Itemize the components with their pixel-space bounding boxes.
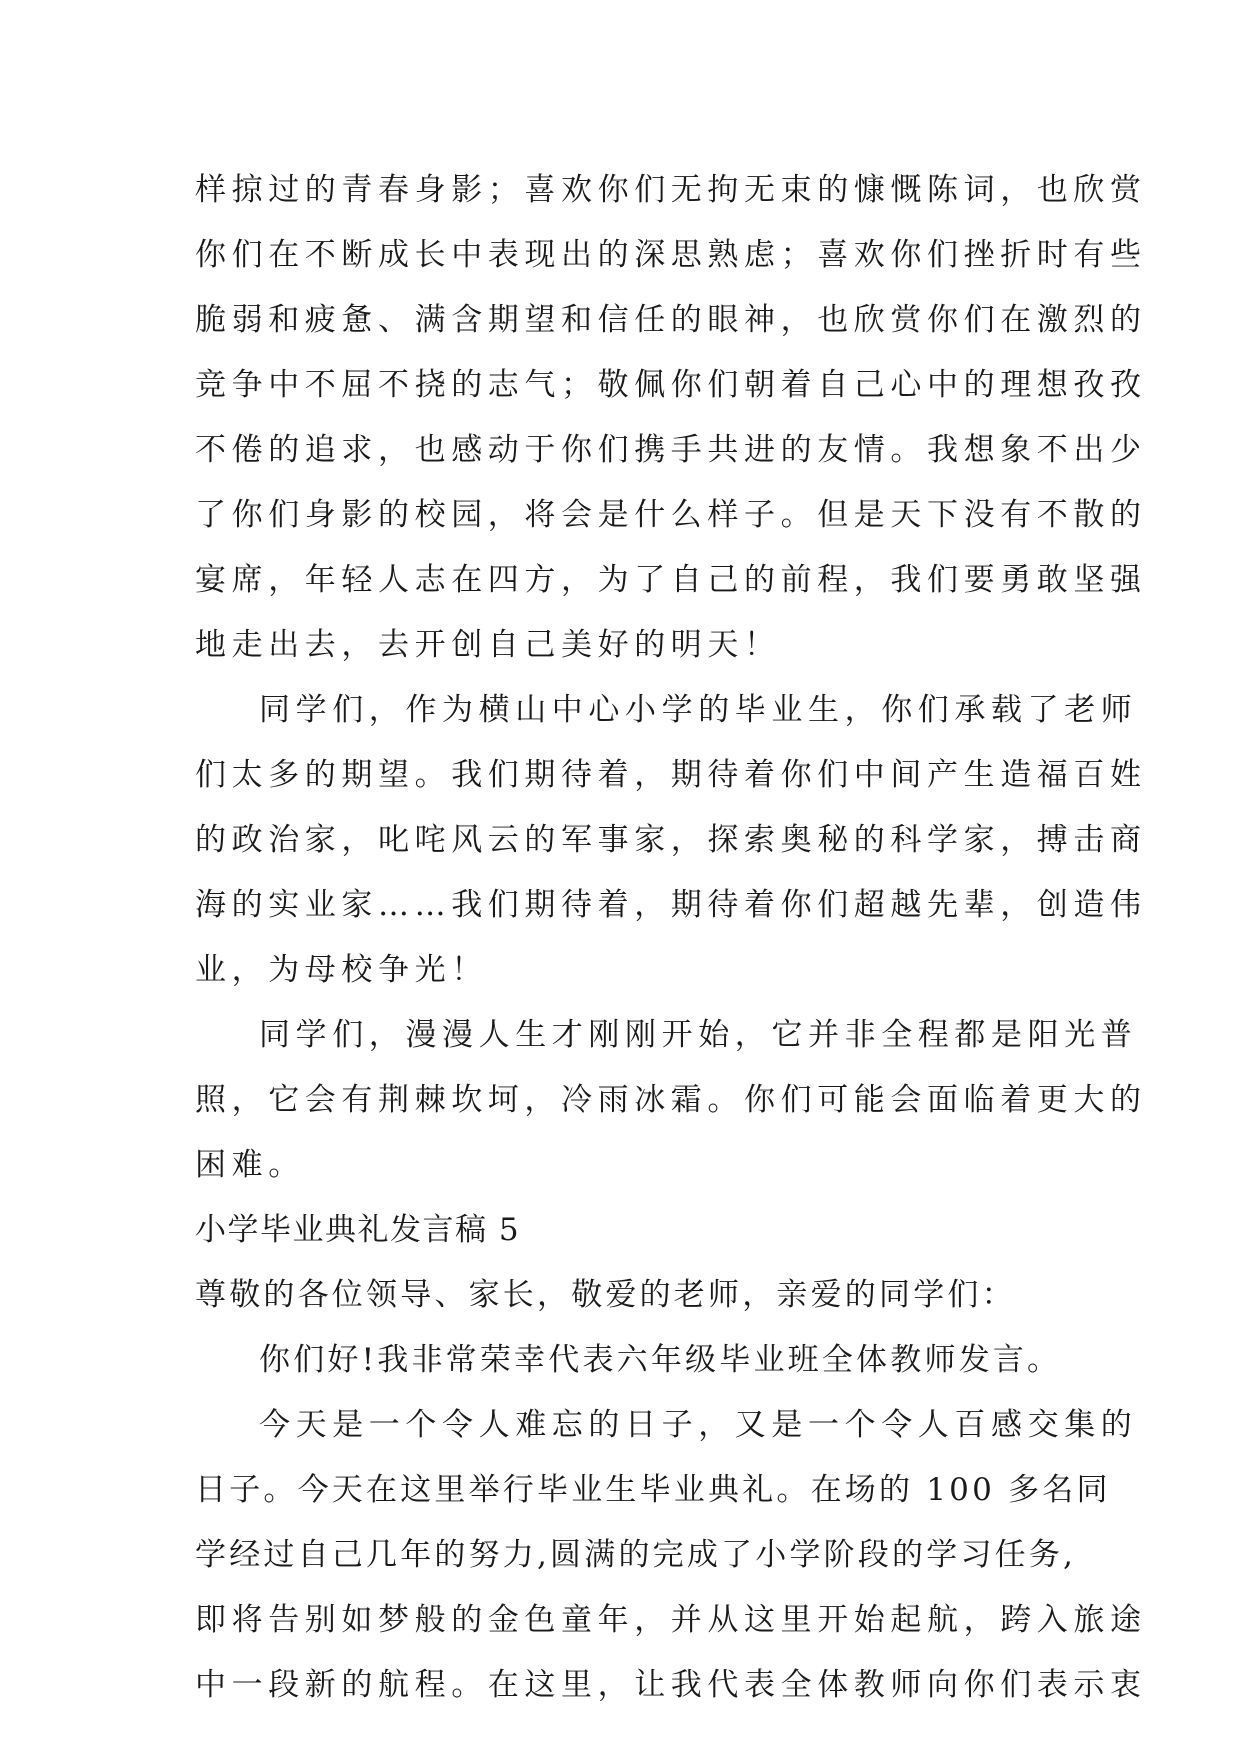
text-line: 你们在不断成长中表现出的深思熟虑；喜欢你们挫折时有些 bbox=[195, 237, 1147, 273]
text-line: 的政治家，叱咤风云的军事家，探索奥秘的科学家，搏击商 bbox=[195, 822, 1147, 858]
text-line: 竞争中不屈不挠的志气；敬佩你们朝着自己心中的理想孜孜 bbox=[195, 367, 1147, 403]
document-body bbox=[195, 158, 1147, 1718]
text-line: 地走出去，去开创自己美好的明天！ bbox=[195, 627, 781, 663]
text-line: 中一段新的航程。在这里，让我代表全体教师向你们表示衷 bbox=[195, 1667, 1147, 1703]
text-line: 们太多的期望。我们期待着，期待着你们中间产生造福百姓 bbox=[195, 757, 1147, 793]
paragraph-first-line: 你们好!我非常荣幸代表六年级毕业班全体教师发言。 bbox=[259, 1342, 1062, 1378]
text-line: 海的实业家……我们期待着，期待着你们超越先辈，创造伟 bbox=[195, 887, 1147, 923]
text-line: 脆弱和疲惫、满含期望和信任的眼神，也欣赏你们在激烈的 bbox=[195, 302, 1147, 338]
paragraph-first-line: 今天是一个令人难忘的日子，又是一个令人百感交集的 bbox=[259, 1407, 1138, 1443]
text-line: 照，它会有荆棘坎坷，冷雨冰霜。你们可能会面临着更大的 bbox=[195, 1082, 1147, 1118]
text-line: 不倦的追求，也感动于你们携手共进的友情。我想象不出少 bbox=[195, 432, 1147, 468]
salutation-line: 尊敬的各位领导、家长，敬爱的老师，亲爱的同学们： bbox=[195, 1277, 1016, 1313]
text-line: 样掠过的青春身影；喜欢你们无拘无束的慷慨陈词，也欣赏 bbox=[195, 172, 1147, 208]
text-line: 困难。 bbox=[195, 1147, 305, 1183]
text-line: 即将告别如梦般的金色童年，并从这里开始起航，跨入旅途 bbox=[195, 1602, 1147, 1638]
paragraph-first-line: 同学们，作为横山中心小学的毕业生，你们承载了老师 bbox=[259, 692, 1138, 728]
text-line: 了你们身影的校园，将会是什么样子。但是天下没有不散的 bbox=[195, 497, 1147, 533]
text-line: 业，为母校争光！ bbox=[195, 952, 488, 988]
section-heading: 小学毕业典礼发言稿 5 bbox=[195, 1212, 521, 1248]
text-line: 日子。今天在这里举行毕业生毕业典礼。在场的 100 多名同 bbox=[195, 1472, 1111, 1508]
text-line: 学经过自己几年的努力,圆满的完成了小学阶段的学习任务, bbox=[195, 1537, 1077, 1573]
text-line: 宴席，年轻人志在四方，为了自己的前程，我们要勇敢坚强 bbox=[195, 562, 1147, 598]
paragraph-first-line: 同学们，漫漫人生才刚刚开始，它并非全程都是阳光普 bbox=[259, 1017, 1138, 1053]
